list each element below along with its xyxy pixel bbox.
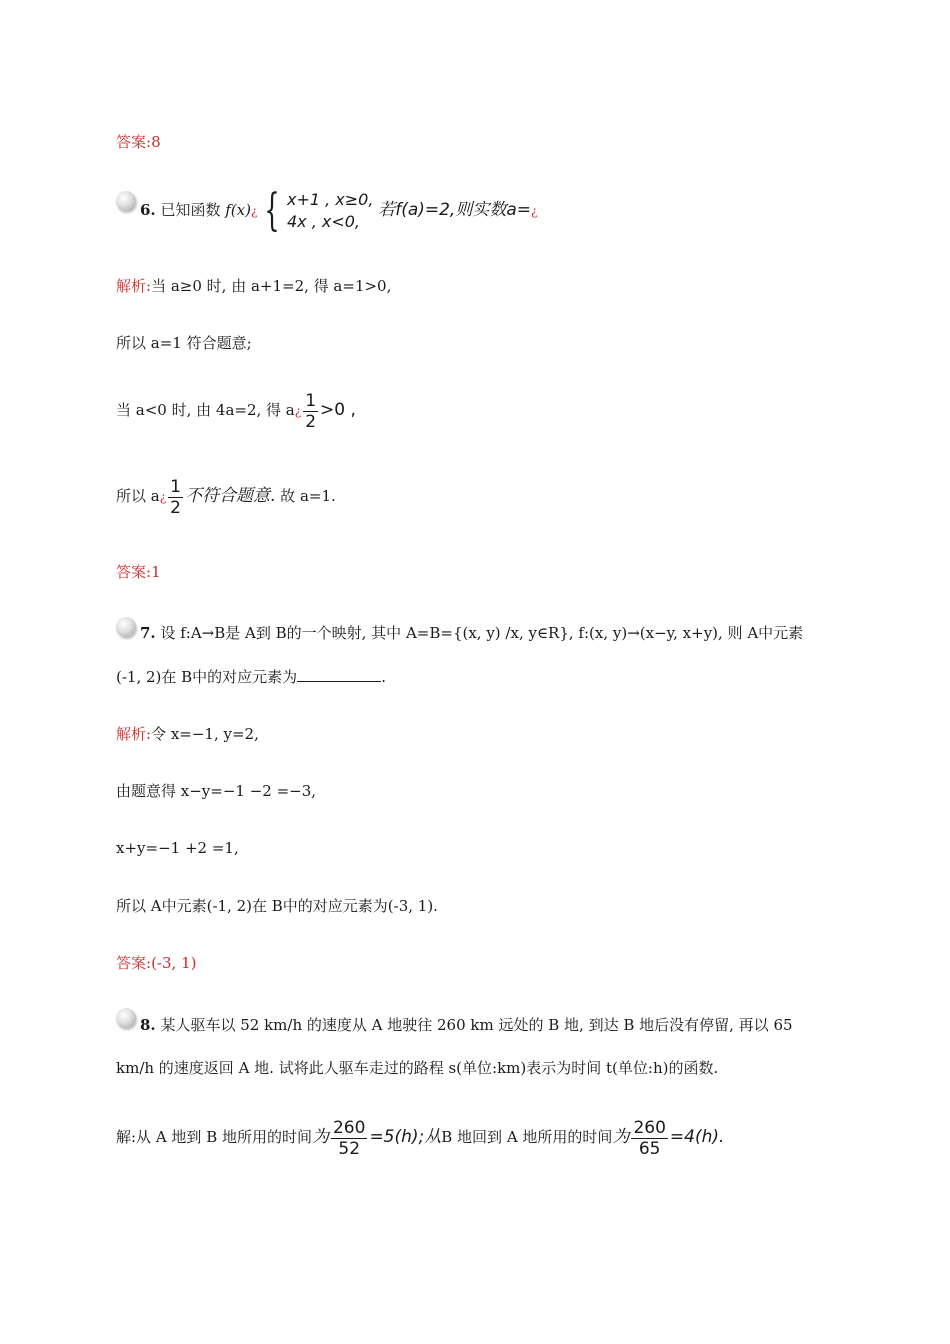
fraction-one-half xyxy=(303,391,318,432)
q8-solution xyxy=(116,1115,724,1159)
unknown-glyph: ¿ xyxy=(159,490,167,504)
q8-wei-2: 为 xyxy=(612,1127,630,1147)
frac-den: 2 xyxy=(170,497,181,518)
q7-solution-line-1 xyxy=(116,724,259,744)
fraction-260-52 xyxy=(331,1118,367,1159)
q6-sol-l4-mid: 不符合题意. xyxy=(184,486,276,506)
question-number: 7. xyxy=(140,624,156,642)
q7-solution-line-2: 由题意得 x−y=−1 −2 =−3, xyxy=(116,782,317,800)
solution-label: 解析: xyxy=(116,277,152,295)
question-bullet-icon xyxy=(116,617,136,637)
q6-answer xyxy=(116,562,161,582)
fraction-260-65 xyxy=(631,1118,667,1159)
q6-sol-l4-post: 故 a=1. xyxy=(280,487,336,505)
answer-value: (-3, 1) xyxy=(151,954,197,972)
q6-sol-l1: 当 a≥0 时, 由 a+1=2, 得 a=1>0, xyxy=(151,277,392,295)
fraction-one-half xyxy=(168,477,183,518)
q6-stem xyxy=(140,185,538,236)
q6-solution-line-2: 所以 a=1 符合题意; xyxy=(116,334,252,352)
piecewise-brace: { xyxy=(264,185,280,236)
q6-solution-line-3 xyxy=(116,388,356,433)
q8-sol-pre: 解:从 A 地到 B 地所用的时间 xyxy=(116,1128,312,1146)
q7-stem-line-1 xyxy=(140,623,803,643)
answer-value: 8 xyxy=(151,133,161,151)
question-bullet-icon xyxy=(116,1008,136,1028)
q7-stem-line-2 xyxy=(116,667,386,687)
solution-label: 解析: xyxy=(116,725,152,743)
q8-cong: 从 xyxy=(424,1127,442,1147)
answer-value: 1 xyxy=(151,563,161,581)
q6-fx: f(x) xyxy=(225,201,251,219)
answer-blank xyxy=(297,667,381,682)
frac-num: 1 xyxy=(305,390,317,411)
q8-result-2: =4(h). xyxy=(669,1127,725,1147)
question-number: 8. xyxy=(140,1016,156,1034)
frac-num: 260 xyxy=(332,1117,366,1138)
q5-answer xyxy=(116,132,161,152)
frac-num: 1 xyxy=(170,476,181,497)
frac-num: 260 xyxy=(633,1117,666,1138)
unknown-glyph: ¿ xyxy=(294,404,302,418)
q6-stem-post: 若f(a)=2,则实数a= xyxy=(378,200,531,220)
frac-den: 52 xyxy=(338,1138,361,1159)
q6-sol-l4-pre: 所以 a xyxy=(116,487,160,505)
frac-den: 65 xyxy=(638,1138,661,1159)
q7-answer xyxy=(116,953,196,973)
answer-label: 答案: xyxy=(116,563,152,581)
q7-stem-l2-post: . xyxy=(381,668,386,686)
piecewise-case-2: 4x , x<0, xyxy=(286,212,361,231)
frac-den: 2 xyxy=(305,411,317,432)
unknown-glyph: ¿ xyxy=(531,204,538,218)
q7-solution-line-3: x+y=−1 +2 =1, xyxy=(116,839,239,857)
q8-sol-mid: B 地回到 A 地所用的时间 xyxy=(441,1128,613,1146)
q6-solution-line-1 xyxy=(116,276,391,296)
q6-solution-line-4 xyxy=(116,474,336,519)
q6-sol-l3-post: >0 , xyxy=(320,400,356,420)
q6-stem-pre: 已知函数 xyxy=(160,201,221,219)
question-number: 6. xyxy=(140,201,156,219)
answer-label: 答案: xyxy=(116,133,152,151)
q7-stem-l1: 设 f:A→B是 A到 B的一个映射, 其中 A=B={(x, y) /x, y∈R}, f:(x, y)→(x−y, x+y), 则 A中元素 xyxy=(160,624,804,642)
q8-wei-1: 为 xyxy=(311,1127,329,1147)
q7-stem-l2-pre: (-1, 2)在 B中的对应元素为 xyxy=(116,668,298,686)
q8-stem-l1: 某人驱车以 52 km/h 的速度从 A 地驶往 260 km 远处的 B 地, 到达 B 地后没有停留, 再以 65 xyxy=(160,1016,793,1034)
question-bullet-icon xyxy=(116,191,136,211)
q8-stem-line-2: km/h 的速度返回 A 地. 试将此人驱车走过的路程 s(单位:km)表示为时间 t(单位:h)的函数. xyxy=(116,1059,719,1077)
q8-stem-line-1 xyxy=(140,1015,793,1035)
q6-sol-l3-pre: 当 a<0 时, 由 4a=2, 得 a xyxy=(116,401,295,419)
q7-sol-l1: 令 x=−1, y=2, xyxy=(151,725,259,743)
answer-label: 答案: xyxy=(116,954,152,972)
piecewise-cases xyxy=(287,189,373,233)
q8-result-1: =5(h); xyxy=(369,1127,425,1147)
unknown-glyph: ¿ xyxy=(250,204,258,218)
q7-solution-line-4: 所以 A中元素(-1, 2)在 B中的对应元素为(-3, 1). xyxy=(116,897,438,915)
piecewise-case-1: x+1 , x≥0, xyxy=(286,190,374,209)
